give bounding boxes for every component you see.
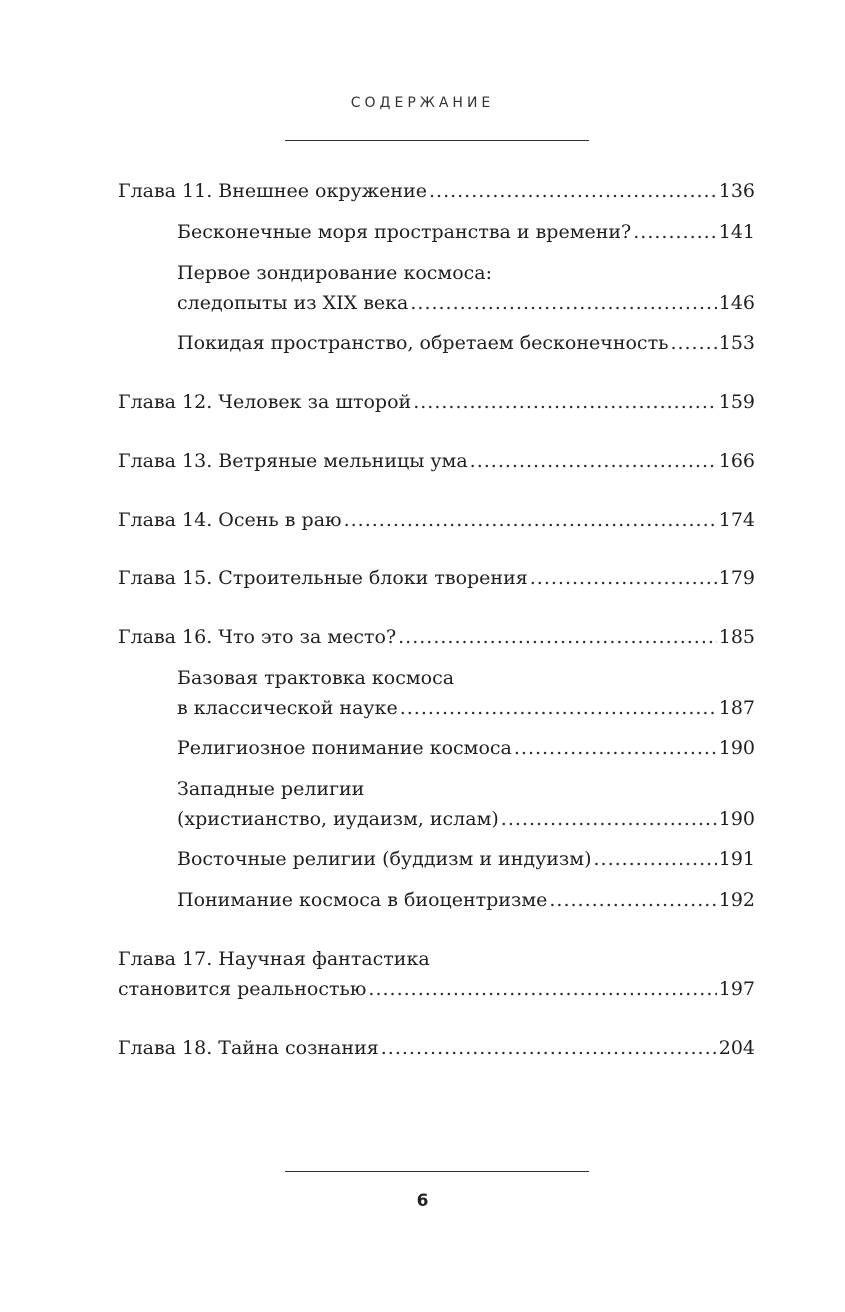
toc-entry-title: Покидая пространство, обретаем бесконечность [177, 332, 669, 354]
toc-page-number: 136 [718, 180, 755, 202]
dot-leader [368, 974, 716, 1004]
dot-leader [400, 693, 717, 723]
toc-entry-title: Бесконечные моря пространства и времени? [177, 221, 632, 243]
toc-page-number: 166 [718, 450, 755, 472]
dot-leader [398, 622, 717, 652]
toc-entry-eastern-religions[interactable] [177, 844, 755, 874]
toc-entry-title: Глава 18. Тайна сознания [118, 1037, 379, 1059]
toc-entry-chapter-16[interactable] [118, 622, 755, 652]
toc-entry-leaving-space[interactable] [177, 328, 755, 358]
toc-entry-title-continued: становится реальностью [118, 978, 367, 1000]
toc-page-number: 187 [718, 697, 755, 719]
toc-page-number: 191 [718, 848, 755, 870]
toc-entry-title: Западные религии [177, 778, 365, 800]
toc-page-number: 190 [718, 808, 755, 830]
toc-entry-western-religions[interactable] [177, 774, 755, 834]
dot-leader [381, 1033, 717, 1063]
dot-leader [410, 288, 716, 318]
table-of-contents [118, 0, 755, 1312]
toc-page-number: 190 [718, 737, 755, 759]
dot-leader [549, 885, 716, 915]
toc-entry-basic-interpretation[interactable] [177, 663, 755, 723]
toc-page-number: 141 [718, 221, 755, 243]
dot-leader [670, 328, 716, 358]
toc-entry-religious-understanding[interactable] [177, 733, 755, 763]
folio-page-number: 6 [416, 1191, 429, 1211]
toc-entry-first-probing[interactable] [177, 258, 755, 318]
dot-leader [429, 176, 717, 206]
toc-page-number: 179 [718, 567, 755, 589]
toc-entry-title: Базовая трактовка космоса [177, 667, 455, 689]
dot-leader [344, 505, 717, 535]
toc-entry-chapter-13[interactable] [118, 446, 755, 476]
toc-entry-chapter-15[interactable] [118, 563, 755, 593]
toc-page-number: 146 [718, 292, 755, 314]
toc-entry-chapter-18[interactable] [118, 1033, 755, 1063]
dot-leader [530, 563, 717, 593]
toc-entry-title: Восточные религии (буддизм и индуизм) [177, 848, 592, 870]
toc-page-number: 185 [718, 626, 755, 648]
toc-entry-title: Глава 13. Ветряные мельницы ума [118, 450, 468, 472]
running-header: СОДЕРЖАНИЕ [350, 95, 495, 111]
toc-page-number: 192 [718, 889, 755, 911]
toc-page-number: 174 [718, 509, 755, 531]
toc-page-number: 204 [718, 1037, 755, 1059]
toc-page-number: 159 [718, 391, 755, 413]
toc-entry-title: Первое зондирование космоса: [177, 262, 493, 284]
toc-entry-title: Понимание космоса в биоцентризме [177, 889, 548, 911]
toc-entry-chapter-14[interactable] [118, 505, 755, 535]
dot-leader [633, 217, 716, 247]
toc-entry-title-continued: (христианство, иудаизм, ислам) [177, 808, 499, 830]
toc-entry-biocentrism[interactable] [177, 885, 755, 915]
footer-divider [285, 1171, 589, 1172]
dot-leader [593, 844, 716, 874]
toc-entry-chapter-17[interactable] [118, 944, 755, 1004]
toc-entry-title: Религиозное понимание космоса [177, 737, 512, 759]
toc-entry-title: Глава 15. Строительные блоки творения [118, 567, 528, 589]
toc-entry-title-continued: следопыты из XIX века [177, 292, 409, 314]
toc-entry-endless-seas[interactable] [177, 217, 755, 247]
toc-entry-title-continued: в классической науке [177, 697, 398, 719]
toc-entry-title: Глава 17. Научная фантастика [118, 948, 430, 970]
toc-entry-chapter-12[interactable] [118, 387, 755, 417]
dot-leader [413, 387, 717, 417]
dot-leader [470, 446, 717, 476]
toc-page-number: 153 [718, 332, 755, 354]
dot-leader [514, 733, 717, 763]
dot-leader [501, 804, 717, 834]
toc-entry-title: Глава 12. Человек за шторой [118, 391, 412, 413]
toc-entry-title: Глава 11. Внешнее окружение [118, 180, 427, 202]
toc-entry-title: Глава 16. Что это за место? [118, 626, 397, 648]
toc-page-number: 197 [718, 978, 755, 1000]
toc-entry-chapter-11[interactable] [118, 176, 755, 206]
toc-entry-title: Глава 14. Осень в раю [118, 509, 342, 531]
